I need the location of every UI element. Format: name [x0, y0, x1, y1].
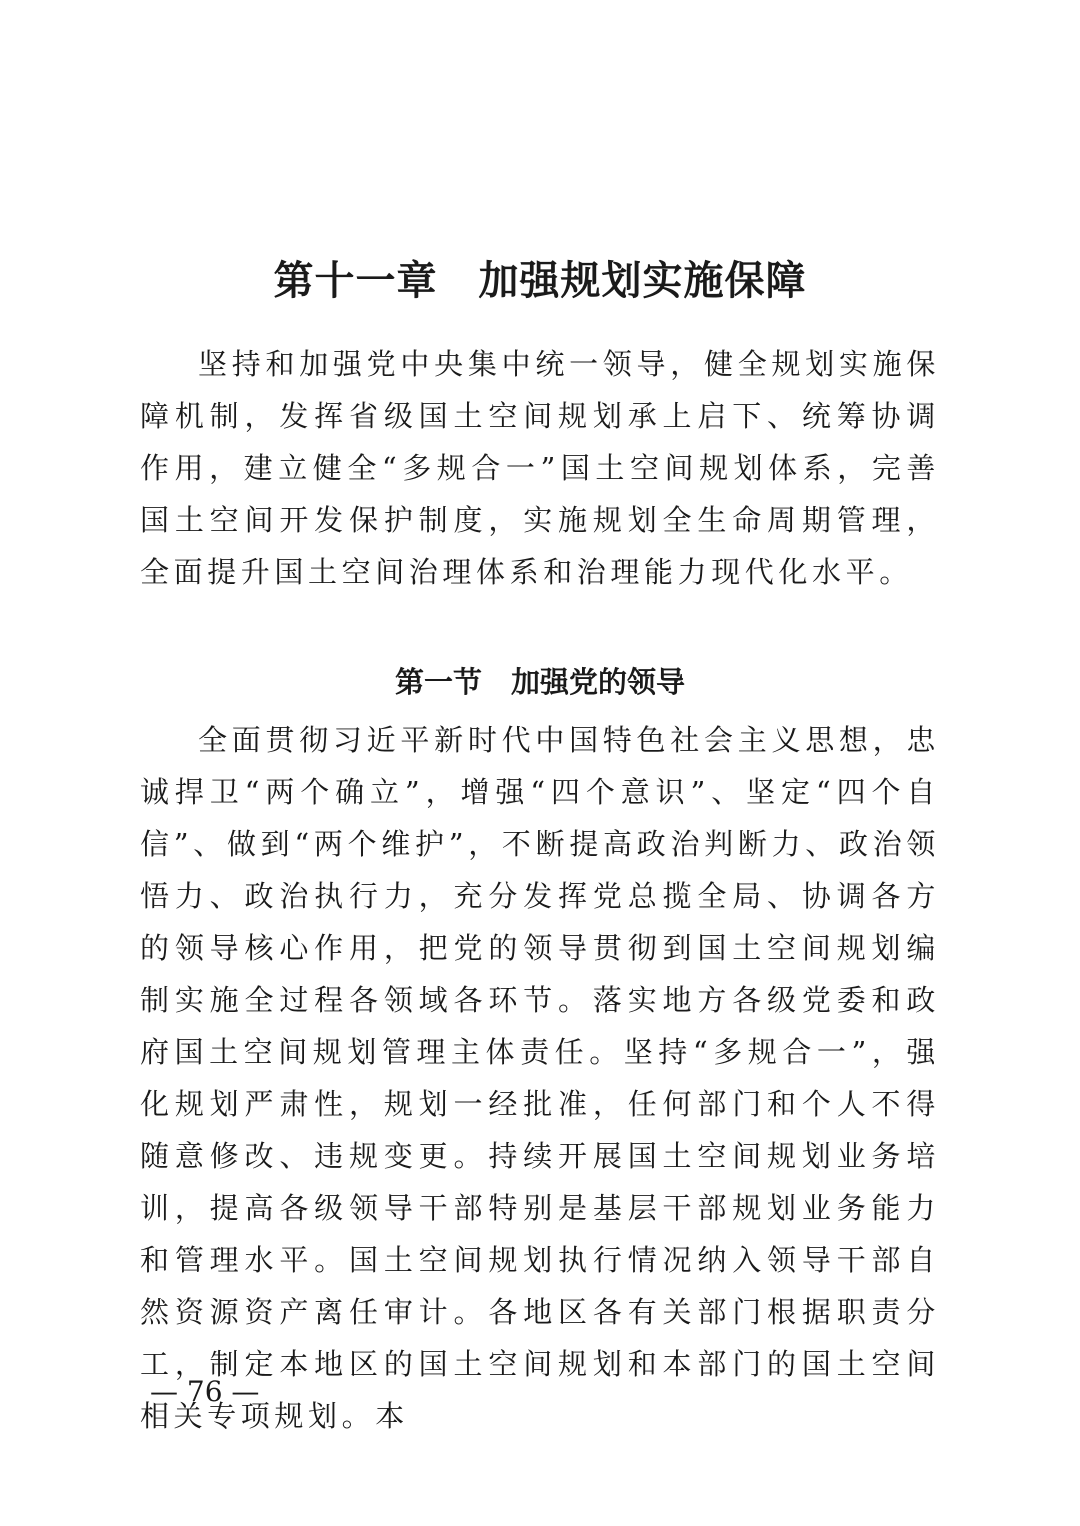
- chapter-title: 第十一章 加强规划实施保障: [273, 257, 807, 304]
- intro-paragraph: 坚持和加强党中央集中统一领导，健全规划实施保障机制，发挥省级国土空间规划承上启下、统筹协调作用，建立健全“多规合一”国土空间规划体系，完善国土空间开发保护制度，实施规划全生命周期管理，全面提升国土空间治理体系和治理能力现代化水平。: [140, 347, 940, 589]
- page-number: — 76 —: [150, 1375, 260, 1408]
- section-title: 第一节 加强党的领导: [394, 665, 685, 700]
- section-paragraph: 全面贯彻习近平新时代中国特色社会主义思想，忠诚捍卫“两个确立”，增强“四个意识”、坚定“四个自信”、做到“两个维护”，不断提高政治判断力、政治领悟力、政治执行力，充分发挥党总揽全局、协调各方的领导核心作用，把党的领导贯彻到国土空间规划编制实施全过程各领域各环节。落实地方各级党委和政府国土空间规划管理主体责任。坚持“多规合一”，强化规划严肃性，规划一经批准，任何部门和个人不得随意修改、违规变更。持续开展国土空间规划业务培训，提高各级领导干部特别是基层干部规划业务能力和管理水平。国土空间规划执行情况纳入领导干部自然资源资产离任审计。各地区各有关部门根据职责分工，制定本地区的国土空间规划和本部门的国土空间相关专项规划。本: [140, 723, 940, 1433]
